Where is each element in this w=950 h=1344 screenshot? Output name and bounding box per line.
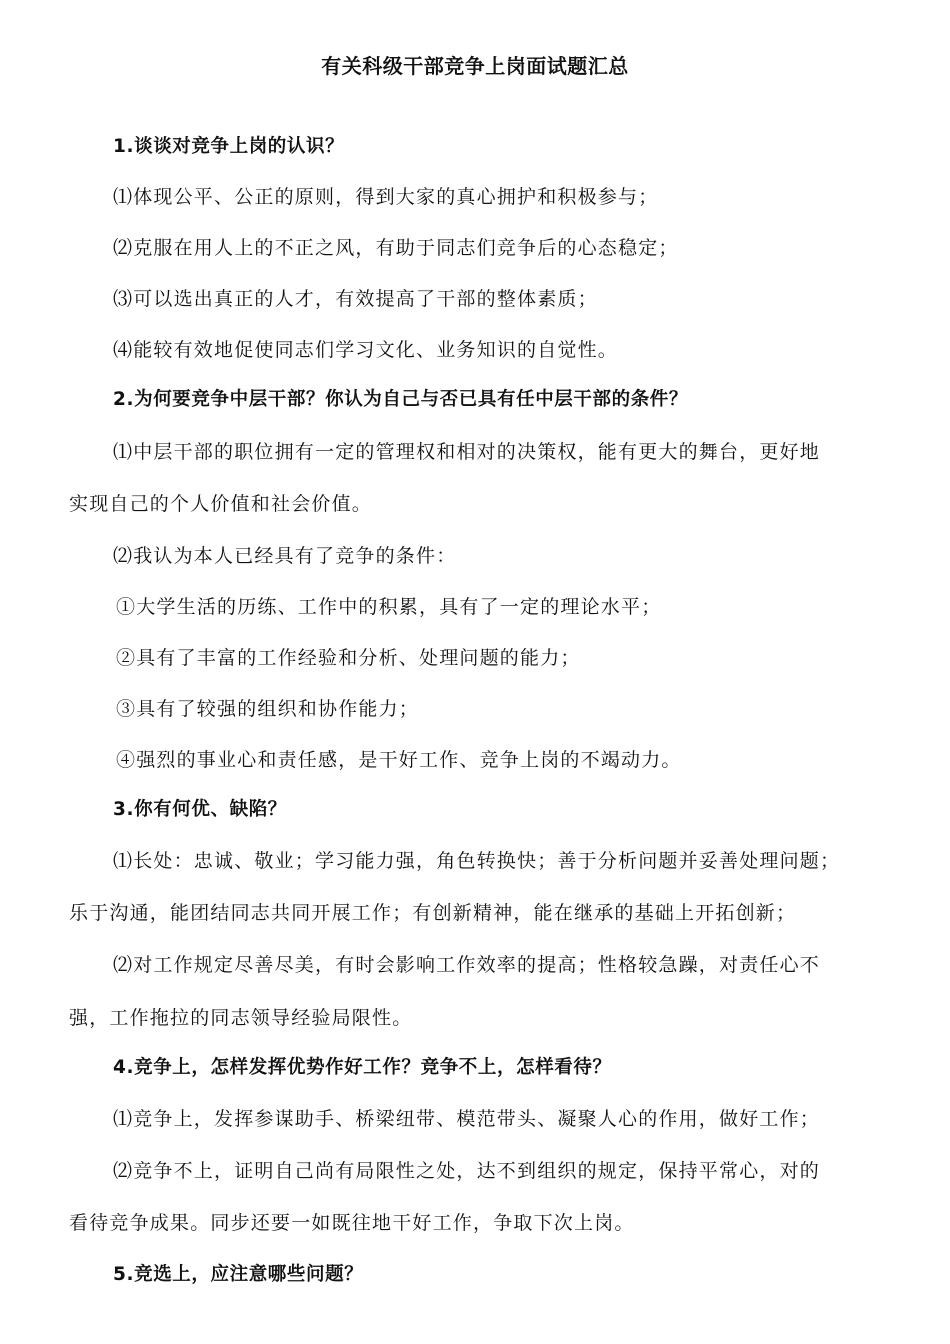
answer-2-2-item-1: ①大学生活的历练、工作中的积累，具有了一定的理论水平； (116, 596, 662, 618)
answer-2-1: ⑴中层干部的职位拥有一定的管理权和相对的决策权，能有更大的舞台，更好地 (113, 441, 821, 463)
answer-2-2-item-3: ③具有了较强的组织和协作能力； (116, 698, 420, 720)
answer-2-2-item-4: ④强烈的事业心和责任感，是干好工作、竞争上岗的不竭动力。 (116, 749, 682, 771)
answer-4-2-cont: 看待竞争成果。同步还要一如既往地干好工作，争取下次上岗。 (69, 1212, 635, 1234)
question-2: 2.为何要竞争中层干部？你认为自己与否已具有任中层干部的条件？ (113, 389, 689, 410)
answer-1-1: ⑴体现公平、公正的原则，得到大家的真心拥护和积极参与； (113, 186, 659, 208)
answer-2-2-item-2: ②具有了丰富的工作经验和分析、处理问题的能力； (116, 647, 581, 669)
question-3: 3.你有何优、缺陷？ (113, 799, 287, 820)
answer-3-1-cont: 乐于沟通，能团结同志共同开展工作；有创新精神，能在继承的基础上开拓创新； (69, 902, 797, 924)
answer-3-2: ⑵对工作规定尽善尽美，有时会影响工作效率的提高；性格较急躁，对责任心不 (113, 954, 821, 976)
answer-3-1: ⑴长处：忠诚、敬业；学习能力强，角色转换快；善于分析问题并妥善处理问题； (113, 850, 841, 872)
answer-1-4: ⑷能较有效地促使同志们学习文化、业务知识的自觉性。 (113, 339, 619, 361)
question-5: 5.竞选上，应注意哪些问题？ (113, 1264, 364, 1285)
answer-2-1-cont: 实现自己的个人价值和社会价值。 (69, 493, 373, 515)
answer-1-2: ⑵克服在用人上的不正之风，有助于同志们竞争后的心态稳定； (113, 237, 679, 259)
answer-2-2: ⑵我认为本人已经具有了竞争的条件： (113, 545, 457, 567)
answer-1-3: ⑶可以选出真正的人才，有效提高了干部的整体素质； (113, 288, 598, 310)
question-1: 1.谈谈对竞争上岗的认识？ (113, 136, 345, 157)
answer-3-2-cont: 强，工作拖拉的同志领导经验局限性。 (69, 1007, 413, 1029)
question-4: 4.竞争上，怎样发挥优势作好工作？竞争不上，怎样看待？ (113, 1057, 612, 1078)
answer-4-2: ⑵竞争不上，证明自己尚有局限性之处，达不到组织的规定，保持平常心，对的 (113, 1160, 821, 1182)
answer-4-1: ⑴竞争上，发挥参谋助手、桥梁纽带、模范带头、凝聚人心的作用，做好工作； (113, 1108, 821, 1130)
document-title: 有关科级干部竞争上岗面试题汇总 (321, 54, 629, 78)
